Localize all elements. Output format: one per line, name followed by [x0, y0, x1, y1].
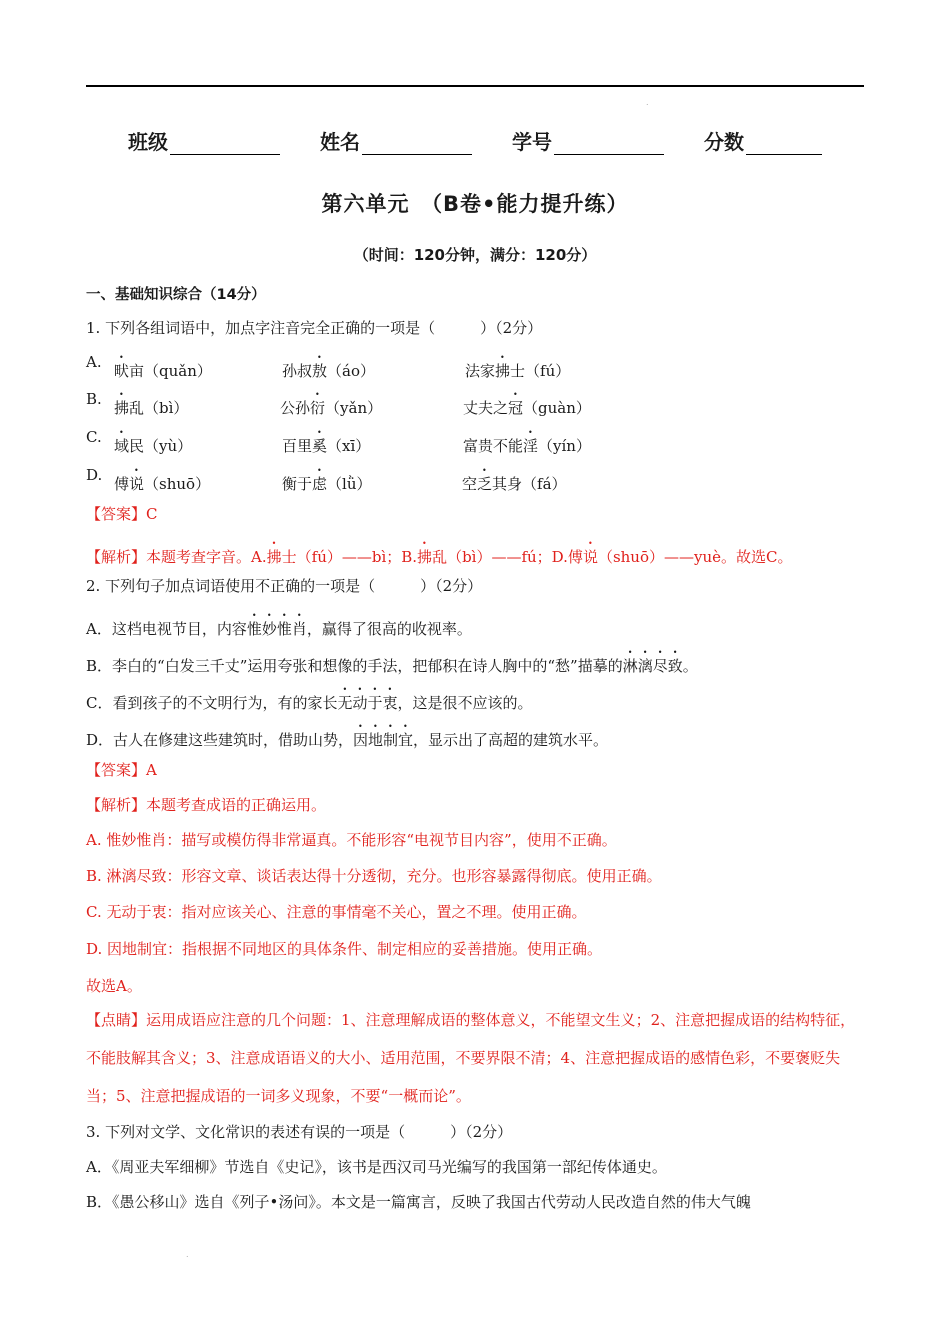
q2-option-c[interactable]: C．看到孩子的不文明行为，有的家长无动于衷，这是很不应该的。: [86, 694, 533, 712]
q2-explain-b: B. 淋漓尽致：形容文章、谈话表达得十分透彻，充分。也形容暴露得彻底。使用正确。: [86, 867, 662, 885]
q2-explain-c: C. 无动于衷：指对应该关心、注意的事情毫不关心，置之不理。使用正确。: [86, 903, 587, 921]
faint-mark: .: [646, 98, 649, 107]
option-label: A.: [86, 353, 102, 371]
class-blank[interactable]: [170, 132, 280, 155]
q2-tip: 【点睛】运用成语应注意的几个问题：1、注意理解成语的整体意义，不能望文生义；2、注意把握成语的结构特征，不能肢解其含义；3、注意成语语义的大小、适用范围，不要界限不清；4、注意把握成语的感情色彩，不要褒贬失当；5、注意把握成语的一词多义现象，不要“一概而论”。: [86, 1011, 856, 1105]
q1-analysis: 【解析】本题考查字音。A.拂士（fú）——bì；B.拂乱（bì）——fú；D.傅说（shuō）——yuè。故选C。: [86, 548, 793, 566]
section-heading: 一、基础知识综合（14分）: [86, 287, 266, 303]
option-b-word: 公孙衍（yǎn）: [280, 399, 383, 417]
option-label: B.: [86, 390, 102, 408]
q3-option-a[interactable]: A．《周亚夫军细柳》节选自《史记》，该书是西汉司马光编写的我国第一部纪传体通史。: [86, 1158, 667, 1176]
option-a-word: 畎亩（quǎn）: [114, 362, 212, 380]
score-blank[interactable]: [746, 132, 822, 155]
q3-stem: 3. 下列对文学、文化常识的表述有误的一项是（ ）（2分）: [86, 1123, 513, 1141]
q2-option-d[interactable]: D．古人在修建这些建筑时，借助山势，因地制宜，显示出了高超的建筑水平。: [86, 731, 609, 749]
q2-answer: 【答案】A: [86, 761, 157, 779]
option-a-word: 域民（yù）: [114, 437, 193, 455]
q2-option-a[interactable]: A．这档电视节目，内容惟妙惟肖，赢得了很高的收视率。: [86, 620, 472, 638]
name-blank[interactable]: [362, 132, 472, 155]
header-fields: [0, 126, 950, 155]
q2-stem: 2. 下列句子加点词语使用不正确的一项是（ ）（2分）: [86, 577, 483, 595]
option-b-word: 百里奚（xī）: [282, 437, 371, 455]
option-label: D.: [86, 466, 103, 484]
q1-answer: 【答案】C: [86, 505, 158, 523]
class-label: 班级: [128, 130, 168, 154]
q3-option-b[interactable]: B．《愚公移山》选自《列子•汤问》。本文是一篇寓言，反映了我国古代劳动人民改造自然的伟大气魄: [86, 1193, 751, 1211]
name-field: [320, 126, 472, 155]
page-title: 第六单元 （B卷•能力提升练）: [321, 192, 629, 216]
q1-stem: 1. 下列各组词语中，加点字注音完全正确的一项是（ ）（2分）: [86, 319, 543, 337]
option-b-word: 孙叔敖（áo）: [282, 362, 376, 380]
class-field: [128, 126, 280, 155]
option-b-word: 衡于虑（lǜ）: [282, 475, 372, 493]
id-field: [512, 126, 664, 155]
faint-mark: .: [186, 1250, 189, 1259]
option-c-word: 空乏其身（fá）: [462, 475, 567, 493]
top-rule: [86, 85, 864, 87]
option-c-word: 法家拂士（fú）: [465, 362, 571, 380]
score-field: [704, 126, 822, 155]
option-c-word: 富贵不能淫（yín）: [463, 437, 591, 455]
option-a-word: 拂乱（bì）: [114, 399, 189, 417]
q2-explain-a: A. 惟妙惟肖：描写或模仿得非常逼真。不能形容“电视节目内容”，使用不正确。: [86, 831, 617, 849]
page-subtitle: （时间：120分钟，满分：120分）: [353, 246, 597, 264]
id-label: 学号: [512, 130, 552, 154]
option-c-word: 丈夫之冠（guàn）: [463, 399, 591, 417]
q2-explain-d: D. 因地制宜：指根据不同地区的具体条件、制定相应的妥善措施。使用正确。: [86, 940, 603, 958]
option-a-word: 傅说（shuō）: [114, 475, 211, 493]
q2-option-b[interactable]: B．李白的“白发三千丈”运用夸张和想像的手法，把郁积在诗人胸中的“愁”描摹的淋漓尽致。: [86, 657, 698, 675]
score-label: 分数: [704, 130, 744, 154]
option-label: C.: [86, 428, 102, 446]
q2-analysis: 【解析】本题考查成语的正确运用。: [86, 796, 327, 814]
id-blank[interactable]: [554, 132, 664, 155]
q2-conclusion: 故选A。: [86, 977, 142, 995]
name-label: 姓名: [320, 130, 360, 154]
